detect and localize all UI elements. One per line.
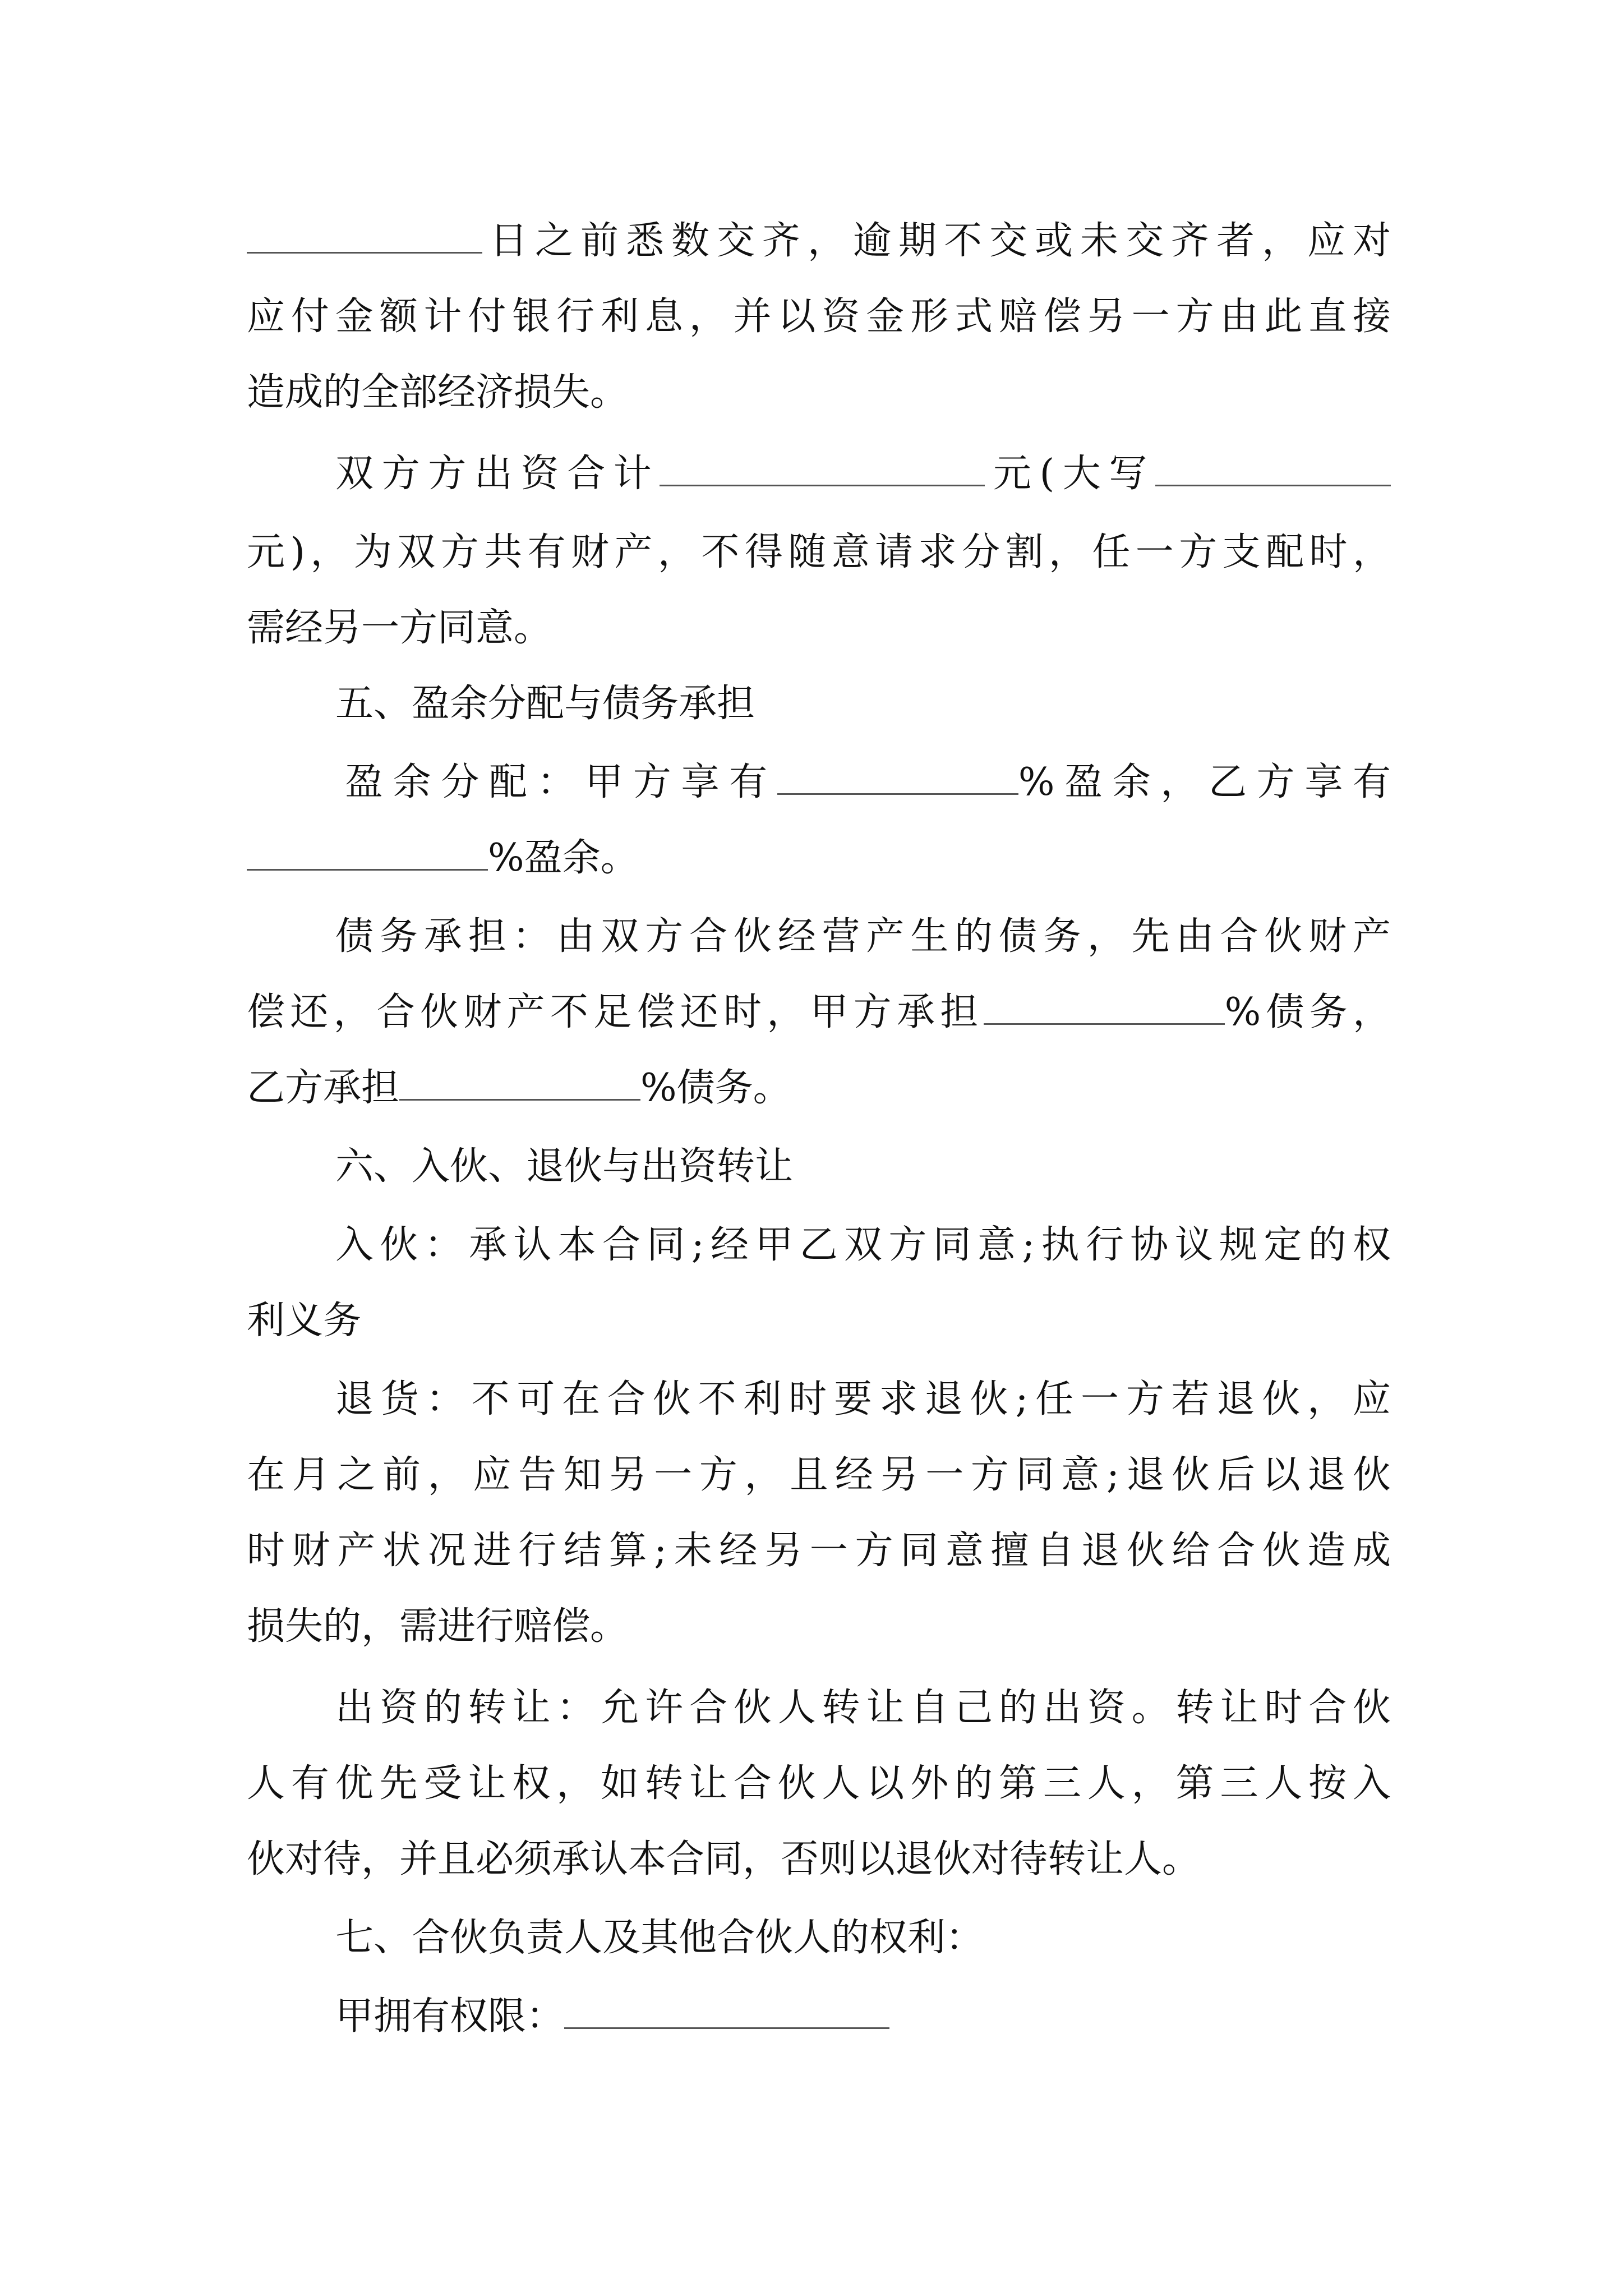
paragraph-line: 利义务 [247, 1299, 362, 1343]
paragraph-line [247, 982, 1391, 1043]
text-run: 双方方出资合计 [335, 452, 660, 496]
section-heading: 七、合伙负责人及其他合伙人的权利： [335, 1916, 984, 1960]
paragraph-line [335, 443, 1391, 505]
text-run: 偿还，合伙财产不足偿还时，甲方承担 [247, 990, 984, 1034]
paragraph-line: 出资的转让：允许合伙人转让自己的出资。转让时合伙 [335, 1686, 1391, 1730]
paragraph-line: 应付金额计付银行利息，并以资金形式赔偿另一方由此直接 [247, 295, 1391, 339]
section-heading: 六、入伙、退伙与出资转让 [335, 1144, 794, 1189]
text-run: 甲拥有权限： [335, 1994, 565, 2039]
fill-in-blank[interactable] [984, 984, 1225, 1025]
fill-in-blank[interactable] [1155, 445, 1391, 486]
paragraph-line: 退货：不可在合伙不利时要求退伙;任一方若退伙，应 [335, 1377, 1391, 1421]
paragraph-line [335, 1986, 1391, 2047]
text-run: 元(大写 [985, 452, 1155, 496]
fill-in-blank[interactable] [399, 1060, 640, 1101]
paragraph-line: 需经另一方同意。 [247, 606, 552, 650]
paragraph-line [345, 752, 1391, 813]
paragraph-line: 造成的全部经济损失。 [247, 370, 629, 415]
paragraph-line: 债务承担：由双方合伙经营产生的债务，先由合伙财产 [335, 914, 1391, 959]
paragraph-line: 时财产状况进行结算;未经另一方同意擅自退伙给合伙造成 [247, 1529, 1391, 1573]
fill-in-blank[interactable] [247, 830, 488, 871]
paragraph-line: 人有优先受让权，如转让合伙人以外的第三人，第三人按入 [247, 1761, 1391, 1806]
fill-in-blank[interactable] [660, 445, 985, 486]
fill-in-blank[interactable] [777, 754, 1018, 795]
paragraph-line: 在月之前，应告知另一方，且经另一方同意;退伙后以退伙 [247, 1453, 1391, 1497]
paragraph-line [247, 210, 1391, 272]
text-run: %债务。 [640, 1066, 791, 1110]
paragraph-line: 损失的，需进行赔偿。 [247, 1604, 629, 1649]
text-run: 盈余分配：甲方享有 [345, 760, 777, 804]
text-run: %盈余，乙方享有 [1018, 760, 1391, 804]
paragraph-line [247, 827, 1391, 889]
text-run: %盈余。 [488, 836, 639, 880]
text-run: 乙方承担 [247, 1066, 400, 1110]
fill-in-blank[interactable] [247, 213, 482, 254]
paragraph-line: 入伙：承认本合同;经甲乙双方同意;执行协议规定的权 [335, 1223, 1391, 1267]
text-run: %债务， [1224, 990, 1391, 1034]
section-heading: 五、盈余分配与债务承担 [335, 682, 755, 726]
fill-in-blank[interactable] [564, 1988, 889, 2029]
paragraph-line [247, 1057, 1391, 1119]
paragraph-line: 元)，为双方共有财产，不得随意请求分割，任一方支配时， [247, 530, 1391, 574]
text-run: 日之前悉数交齐，逾期不交或未交齐者，应对 [482, 219, 1391, 263]
paragraph-line: 伙对待，并且必须承认本合同，否则以退伙对待转让人。 [247, 1837, 1201, 1881]
